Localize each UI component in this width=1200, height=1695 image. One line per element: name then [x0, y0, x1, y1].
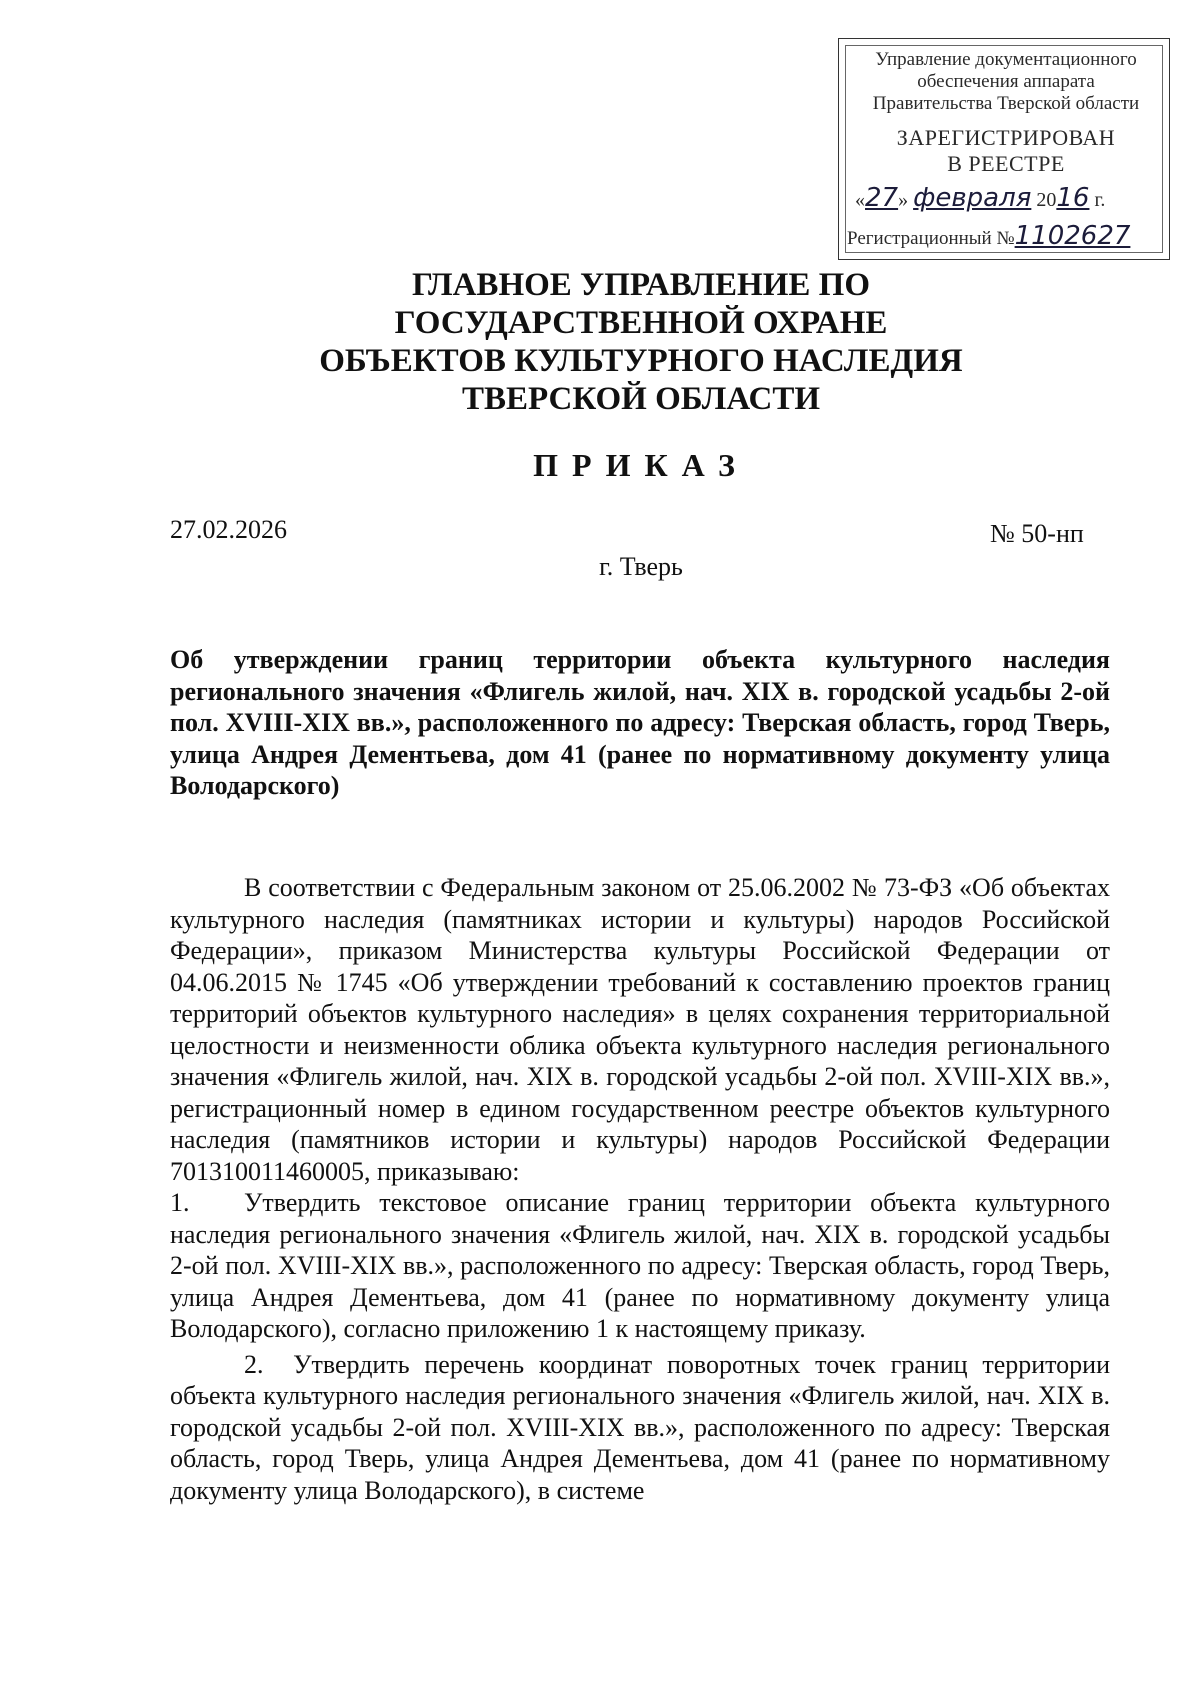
stamp-date-day: 27 — [865, 183, 899, 213]
issuer-heading — [260, 266, 1022, 418]
issuer-heading-line-3: ОБЪЕКТОВ КУЛЬТУРНОГО НАСЛЕДИЯ — [319, 343, 963, 379]
order-item-2-number: 2. — [244, 1349, 264, 1379]
stamp-date-month: февраля — [913, 183, 1032, 213]
order-city: г. Тверь — [599, 552, 683, 581]
stamp-registered-line-1: ЗАРЕГИСТРИРОВАН — [896, 125, 1116, 150]
stamp-date-year-hand: 16 — [1056, 183, 1090, 213]
stamp-regnum-value: 1102627 — [1014, 221, 1131, 251]
stamp-regnum-label: Регистрационный № — [847, 228, 1015, 249]
stamp-org-line-3: Правительства Тверской области — [872, 93, 1140, 114]
order-item-2-text: Утвердить перечень координат поворотных точек границ территории объекта культурного наследия регионального значения «Флигель жилой, нач. XIX в. городской усадьбы 2-ой пол. XVIII-XIX вв.», расположенного по адресу: Тверская область, город Тверь, улица Андрея Дементьева, дом 41 (ранее по нормативному документу улица Володарского), в системе — [170, 1349, 1110, 1505]
stamp-date-mid: » — [898, 189, 909, 211]
order-item-2 — [170, 1349, 1110, 1507]
stamp-date-open: « — [855, 189, 865, 211]
stamp-registered-line-2: В РЕЕСТРЕ — [947, 151, 1065, 176]
order-item-1 — [170, 1187, 1110, 1345]
order-preamble: В соответствии с Федеральным законом от 25.06.2002 № 73-ФЗ «Об объектах культурного наследия (памятниках истории и культуры) народов Российской Федерации», приказом Министерства культуры Российской Федерации от 04.06.2015 № 1745 «Об утверждении требований к составлению проектов границ территорий объектов культурного наследия» в целях сохранения территориальной целостности и неизменности облика объекта культурного наследия регионального значения «Флигель жилой, нач. XIX в. городской усадьбы 2-ой пол. XVIII-XIX вв.», регистрационный номер в едином государственном реестре объектов культурного наследия (памятников истории и культуры) народов Российской Федерации 701310011460005, приказываю: — [170, 873, 1110, 1186]
stamp-date-suffix: г. — [1094, 189, 1106, 211]
order-body — [170, 872, 1110, 1506]
order-item-1-number: 1. — [170, 1188, 190, 1217]
stamp-date-year-prefix: 20 — [1036, 189, 1057, 211]
order-number: № 50-нп — [990, 519, 1084, 548]
order-date: 27.02.2026 — [170, 515, 287, 544]
document-type-title: ПРИКАЗ — [533, 447, 749, 483]
stamp-date — [855, 183, 1161, 213]
stamp-registration-number — [847, 221, 1161, 251]
stamp-registered-label — [849, 125, 1163, 177]
order-subject: Об утверждении границ территории объекта культурного наследия регионального значения «Флигель жилой, нач. XIX в. городской усадьбы 2-ой пол. XVIII-XIX вв.», расположенного по адресу: Тверская область, город Тверь, улица Андрея Дементьева, дом 41 (ранее по нормативному документу улица Володарского) — [170, 645, 1110, 800]
order-item-1-text: Утвердить текстовое описание границ территории объекта культурного наследия регионального значения «Флигель жилой, нач. XIX в. городской усадьбы 2-ой пол. XVIII-XIX вв.», расположенного по адресу: Тверская область, город Тверь, улица Андрея Дементьева, дом 41 (ранее по нормативному документу улица Володарского), согласно приложению 1 к настоящему приказу. — [170, 1188, 1110, 1343]
issuer-heading-line-2: ГОСУДАРСТВЕННОЙ ОХРАНЕ — [394, 305, 888, 341]
stamp-org-line-2: обеспечения аппарата — [917, 71, 1095, 92]
stamp-organization — [849, 49, 1163, 115]
issuer-heading-line-4: ТВЕРСКОЙ ОБЛАСТИ — [461, 381, 821, 417]
registration-stamp — [838, 38, 1170, 260]
stamp-org-line-1: Управление документационного — [875, 49, 1137, 70]
issuer-heading-line-1: ГЛАВНОЕ УПРАВЛЕНИЕ ПО — [412, 267, 870, 303]
